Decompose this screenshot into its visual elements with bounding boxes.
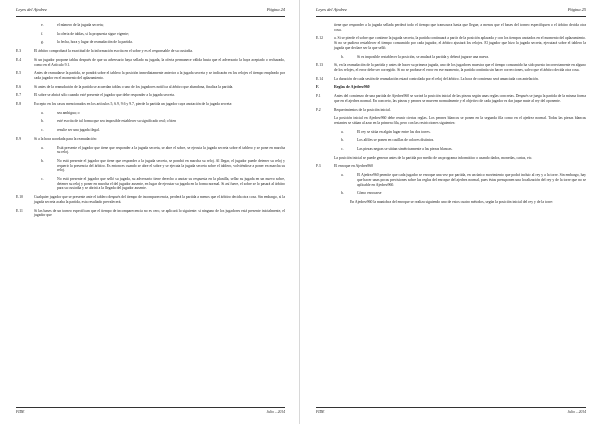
list-item xyxy=(16,23,285,28)
body-paragraph: tiene que responder a la jugada sellada perderá todo el tiempo que transcurra hasta que llegue, a menos que el bases del torneo especifiquen o el árbitro decida otra cosa. xyxy=(334,23,586,32)
article-paragraph xyxy=(16,71,285,80)
article-paragraph xyxy=(16,209,285,218)
footer-organization: FIDE xyxy=(316,410,325,414)
article-paragraph xyxy=(316,77,586,82)
list-item xyxy=(16,146,285,155)
article-text: Excepto en los casos mencionados en los artículos 5, 6.9, 9.6 y 9.7, pierde la partida un jugador cuya anotación de la jugada secreta: xyxy=(34,102,233,107)
list-item-text: El Ajedrez960 permite que cada jugador se enroque una vez por partida, en un único movimiento que podrá incluir al rey y a la torre. Sin embargo, hay que hacer unas pocas precisiones sobre las reglas del enroque del ajedrez normal, pues éstas presuponen una localización del rey y de la torre que no se aplicable en Ajedrez960. xyxy=(357,173,586,187)
article-text: Si antes de la reanudación de la partida se acuerdan tablas o uno de los jugadores notifica al árbitro que abandona, finaliza la partida. xyxy=(34,84,234,89)
article-text: a. Si se pierde el sobre que contiene la jugada secreta, la partida continuará a partir de la posición aplazada y con los tiempos anotados en el momento del aplazamiento. Si no se pudiera restablecer el tiempo consumido por cada jugador, el árbitro ajustará los relojes. El jugador que hizo la jugada secreta, ejecutará sobre el tablero la jugada que declare ser la que selló. xyxy=(334,36,586,50)
article-paragraph xyxy=(16,93,285,98)
list-item-letter: b. xyxy=(341,138,344,143)
article-paragraph xyxy=(316,36,586,50)
list-item-text: Cómo enrocarse xyxy=(357,191,382,196)
article-paragraph xyxy=(16,49,285,54)
article-paragraph xyxy=(16,58,285,67)
page-footer xyxy=(16,407,285,416)
list-item xyxy=(16,159,285,173)
section-number: F. xyxy=(316,85,319,90)
list-item xyxy=(316,173,586,187)
article-paragraph xyxy=(316,94,586,103)
article-number: E.13 xyxy=(316,63,323,68)
list-item xyxy=(16,128,285,133)
article-paragraph xyxy=(16,137,285,142)
list-item xyxy=(316,147,586,152)
article-paragraph xyxy=(316,108,586,113)
list-item-letter: a. xyxy=(41,145,44,150)
footer-organization: FIDE xyxy=(16,410,25,414)
article-paragraph xyxy=(316,63,586,72)
article-number: F.2 xyxy=(316,107,321,112)
article-text: Si un jugador propone tablas después de que su adversario haya sellado su jugada, la oferta permanece válida hasta que el adversario la haya aceptado o rechazado, como en el Artículo 9.1. xyxy=(34,57,285,67)
list-item-text: la oferta de tablas, si la propuesta sigue vigente; xyxy=(57,31,129,36)
list-item-text: esté escrita de tal forma que sea imposible establecer su significado real; o bien xyxy=(57,119,177,124)
section-title: Reglas de Ajedrez960 xyxy=(334,85,370,90)
list-item xyxy=(16,32,285,37)
list-item xyxy=(316,191,586,196)
list-item-letter: b. xyxy=(41,158,44,163)
article-number: F.3 xyxy=(316,164,321,169)
list-item-letter: f. xyxy=(41,31,44,36)
list-item-letter: a. xyxy=(341,129,344,134)
list-item-text: el número de la jugada secreta; xyxy=(57,23,104,27)
article-text: Si las bases de un torneo especifican que el tiempo de incomparecencia no es cero, se aplicará lo siguiente: si ninguno de los jugadores está presente inicialmente, el jugador que xyxy=(34,208,285,218)
article-text: Antes de reanudarse la partida, se pondrá sobre el tablero la posición inmediatamente anterior a la jugada secreta y se indicarán en los relojes el tiempo empleado por cada jugador en el momento del aplazamiento. xyxy=(34,71,285,80)
article-number: E.8 xyxy=(16,102,22,107)
list-item xyxy=(316,55,586,60)
article-paragraph xyxy=(16,195,285,204)
article-number: E.9 xyxy=(16,136,22,141)
page-body xyxy=(16,23,285,404)
list-item xyxy=(16,111,285,116)
section-heading xyxy=(316,85,586,90)
list-item-letter: a. xyxy=(41,110,44,115)
article-number: E.4 xyxy=(16,57,22,62)
list-item xyxy=(316,130,586,135)
article-number: E.3 xyxy=(16,49,22,54)
article-number: F.1 xyxy=(316,94,321,99)
article-text: Si, en la reanudación de la partida y antes de hacer su primera jugada, uno de los jugadores muestra que el tiempo consumido ha sido puesto incorrectamente en alguno de los relojes, el error debe ser corregido. Si no se probase el error en ese momento, la partida continúa sin hacer correcciones, salvo que el árbitro decida otra cosa. xyxy=(334,63,586,72)
list-item xyxy=(16,40,285,45)
article-number: E.11 xyxy=(16,208,23,213)
list-item-text: No está presente el jugador que tiene que responder a la jugada secreta, se pondrá en marcha su reloj. Al llegar, el jugador puede detener su reloj y requerir la presencia del árbitro. Es entonces cuando se abre el sobre y se ejecuta la jugada secreta sobre el tablero, volviéndose a poner en marcha su reloj. xyxy=(57,158,285,173)
article-paragraph xyxy=(16,85,285,90)
list-item-text: Los alfiles se ponen en casillas de colores distintos. xyxy=(357,138,435,143)
list-item-text: No está presente el jugador que selló su jugada, su adversario tiene derecho a anotar su respuesta en la planilla, sellar su jugada en un nuevo sobre, detener su reloj y poner en marcha el del jugador ausente, en lugar de ejecutar su jugada en la forma normal. Si así fuere, el sobre se lo pasará al árbitro para su custodia y se abrirá a la llegada del jugador ausente. xyxy=(57,177,285,191)
article-text: Requerimientos de la posición inicial. xyxy=(334,107,391,112)
list-item xyxy=(316,138,586,143)
article-number: E.5 xyxy=(16,71,22,76)
page-footer xyxy=(316,407,586,416)
footer-date: Julio – 2014 xyxy=(266,410,285,414)
footer-date: Julio – 2014 xyxy=(567,410,586,414)
list-item-letter: a. xyxy=(341,173,344,178)
article-paragraph xyxy=(16,102,285,107)
list-continuation: En Ajedrez960 la maniobra del enroque se realiza siguiendo uno de estos cuatro métodos, según la posición inicial del rey y de la torre: xyxy=(350,199,554,204)
article-paragraph xyxy=(316,164,586,169)
list-item-letter: c. xyxy=(341,147,344,152)
list-item-text: Las piezas negras se sitúan simétricamente a las piezas blancas. xyxy=(357,147,453,152)
article-text: El enroque en Ajedrez960 xyxy=(334,164,374,169)
list-item-letter: b. xyxy=(41,119,44,124)
article-text: Si a la hora acordada para la reanudación: xyxy=(34,136,97,141)
page-body xyxy=(316,23,586,404)
article-text: El árbitro comprobará la exactitud de la información escrita en el sobre y es el responsable de su custodia. xyxy=(34,49,194,54)
article-number: E.7 xyxy=(16,93,22,98)
list-item xyxy=(16,119,285,124)
article-text: Cualquier jugador que se presente ante el tablero después del tiempo de incomparecencia, perderá la partida a menos que el árbitro decida otra cosa. Sin embargo, si la jugada secreta acaba la partida, esta resultado prevalecerá. xyxy=(34,195,285,204)
article-text: El sobre se abrirá sólo cuando esté presente el jugador que debe responder a la jugada secreta. xyxy=(34,93,175,98)
list-item-letter: e. xyxy=(41,23,44,27)
article-number: E.14 xyxy=(316,76,323,81)
list-item-letter: g. xyxy=(41,40,44,45)
list-item-letter: c. xyxy=(41,177,44,182)
list-item-text: Si es imposible restablecer la posición, se anulará la partida y deberá jugarse una nueva. xyxy=(357,54,490,59)
list-item-text: Está presente el jugador que tiene que responder a la jugada secreta, se abre el sobre, se ejecuta la jugada secreta sobre el tablero y se pone en marcha su reloj. xyxy=(57,145,285,155)
list-item-letter: b. xyxy=(341,191,344,196)
body-paragraph: La posición inicial se puede generar antes de la partida por medio de un programa informático o usando dados, monedas, cartas, etc. xyxy=(334,155,533,160)
right-page xyxy=(300,0,600,424)
list-item xyxy=(16,177,285,191)
header-title: Leyes del Ajedrez xyxy=(316,7,347,12)
list-item-text: la fecha, hora y lugar de reanudación de la partida. xyxy=(57,40,133,45)
header-title: Leyes del Ajedrez xyxy=(16,7,47,12)
article-text: La duración de cada sesión de reanudación estará controlada por el reloj del árbitro. La hora de comienzo será anunciada con antelación. xyxy=(334,76,539,81)
header-page-number: Página 24 xyxy=(266,7,285,12)
article-number: E.10 xyxy=(16,195,23,200)
list-item-text: resulte ser una jugada ilegal. xyxy=(57,128,100,133)
header-page-number: Página 25 xyxy=(567,7,586,12)
list-item-letter: b. xyxy=(341,54,344,59)
list-item-text: El rey se sitúa en algún lugar entre las dos torres. xyxy=(357,129,431,134)
page-header xyxy=(16,7,285,17)
article-text: Antes del comienzo de una partida de Ajedrez960 se sorteá la posición inicial de las piezas según unas reglas concretas. Después se juega la partida de la misma forma que en el ajedrez normal. En concreto, las piezas y peones se mueven normalmente y el objetivo de cada jugador es dar jaque mate al rey del oponente. xyxy=(334,94,586,103)
list-item-letter: c. xyxy=(41,128,44,133)
body-paragraph: La posición inicial en Ajedrez960 debe reunir ciertas reglas. Los peones blancos se ponen en la segunda fila como en el ajedrez normal. Todas las piezas blancas restantes se sitúan al azar en la primera fila, pero con las restricciones siguientes: xyxy=(334,116,586,125)
page-header xyxy=(316,7,586,17)
article-number: E.12 xyxy=(316,36,323,41)
article-number: E.6 xyxy=(16,84,22,89)
list-item-text: sea ambigua; o xyxy=(57,110,80,115)
